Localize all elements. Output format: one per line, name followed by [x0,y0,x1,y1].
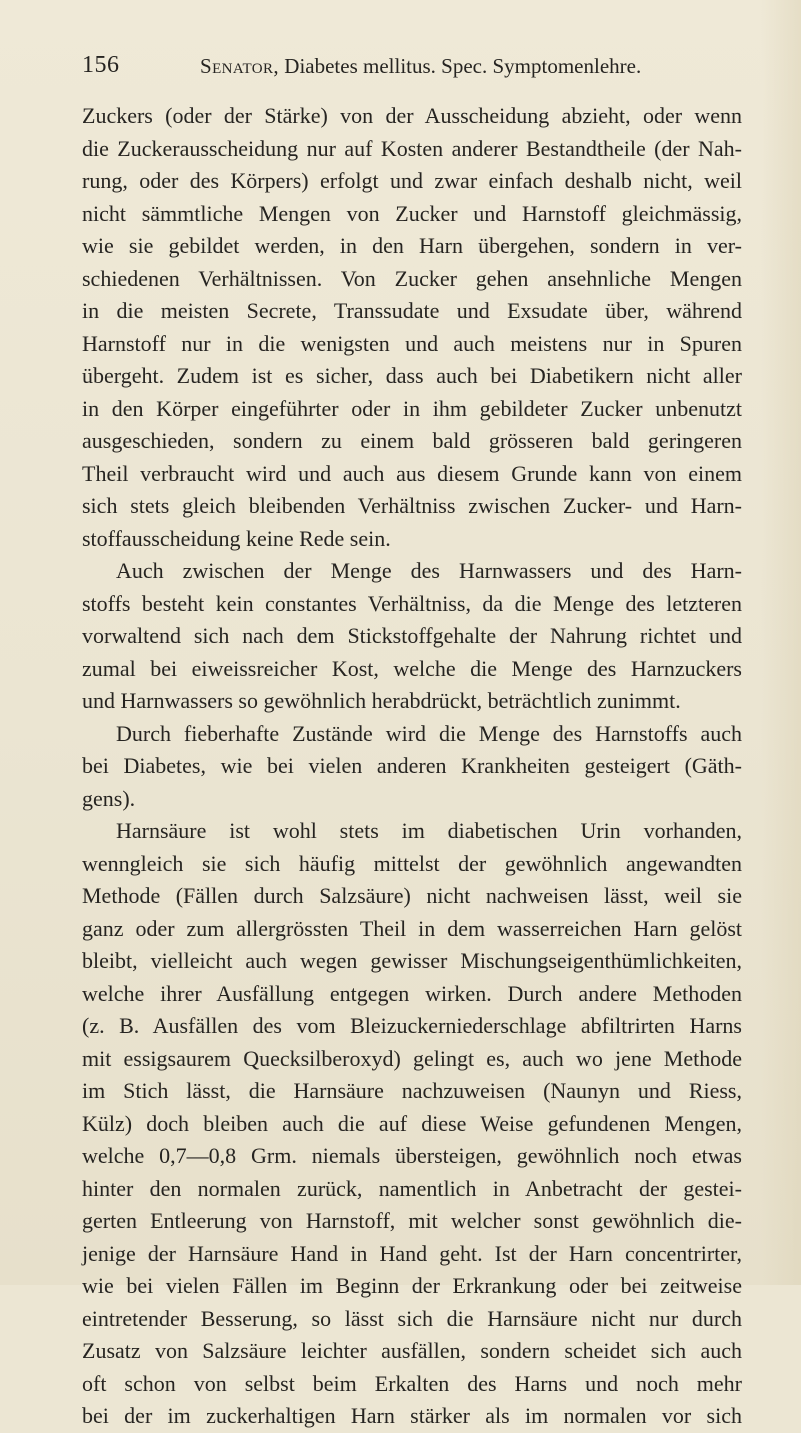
text-line: in den Körper eingeführter oder in ihm gebildeter Zucker unbenutzt [82,395,742,421]
text-line: zumal bei eiweissreicher Kost, welche die Menge des Harnzuckers [82,655,742,681]
running-head-title: Diabetes mellitus. Spec. Symptomenlehre. [284,54,642,78]
text-line: hinter den normalen zurück, namentlich in Anbetracht der gestei- [82,1175,742,1201]
text-line: welche 0,7—0,8 Grm. niemals übersteigen, gewöhnlich noch etwas [82,1143,742,1168]
text-line: ganz oder zum allergrössten Theil in dem wasserreichen Harn gelöst [82,915,742,941]
text-line: Zuckers (oder der Stärke) von der Ausscheidung abzieht, oder wenn [82,103,742,128]
text-line: Theil verbraucht wird und auch aus diesem Grunde kann von einem [82,460,742,486]
page-number: 156 [82,52,120,78]
text-line: gerten Entleerung von Harnstoff, mit welcher sonst gewöhnlich die- [82,1208,742,1233]
text-line: stoffs besteht kein constantes Verhältniss, da die Menge des letzteren [82,590,742,616]
text-line: Zusatz von Salzsäure leichter ausfällen, sondern scheidet sich auch [82,1338,742,1363]
running-head-author: Senator, [200,54,280,78]
text-line: mit essigsaurem Quecksilberoxyd) gelingt es, auch wo jene Methode [82,1045,742,1071]
text-line: oft schon von selbst beim Erkalten des Harns und noch mehr [82,1370,742,1396]
text-line: im Stich lässt, die Harnsäure nachzuweisen (Naunyn und Riess, [82,1078,742,1103]
text-line: in die meisten Secrete, Transsudate und Exsudate über, während [82,298,742,323]
text-line: und Harnwassers so gewöhnlich herabdrückt, beträchtlich zunimmt. [82,688,681,713]
text-line: Harnstoff nur in die wenigsten und auch meistens nur in Spuren [82,330,742,356]
text-line: eintretender Besserung, so lässt sich die Harnsäure nicht nur durch [82,1305,742,1331]
text-line: wie bei vielen Fällen im Beginn der Erkrankung oder bei zeitweise [82,1273,742,1298]
text-line: sich stets gleich bleibenden Verhältniss zwischen Zucker- und Harn- [82,493,742,518]
running-header [82,52,742,86]
text-line: übergeht. Zudem ist es sicher, dass auch bei Diabetikern nicht aller [82,363,742,388]
text-line: Methode (Fällen durch Salzsäure) nicht nachweisen lässt, weil sie [82,883,742,908]
body-text [82,100,742,1433]
text-line: die Zuckerausscheidung nur auf Kosten anderer Bestandtheile (der Nah- [82,135,742,161]
text-line: Durch fieberhafte Zustände wird die Menge des Harnstoffs auch [116,720,742,746]
text-line: (z. B. Ausfällen des vom Bleizuckerniederschlage abfiltrirten Harns [82,1013,742,1038]
text-line: gens). [82,785,136,811]
text-line: rung, oder des Körpers) erfolgt und zwar einfach deshalb nicht, weil [82,168,742,193]
text-line: wie sie gebildet werden, in den Harn übergehen, sondern in ver- [82,233,742,258]
text-line: bei der im zuckerhaltigen Harn stärker als im normalen vor sich [82,1403,742,1428]
text-line: wenngleich sie sich häufig mittelst der gewöhnlich angewandten [82,850,742,876]
text-line: stoffausscheidung keine Rede sein. [82,525,391,551]
text-line: Harnsäure ist wohl stets im diabetischen Urin vorhanden, [116,818,742,843]
text-line: bei Diabetes, wie bei vielen anderen Krankheiten gesteigert (Gäth- [82,753,742,778]
text-line: nicht sämmtliche Mengen von Zucker und Harnstoff gleichmässig, [82,200,742,226]
text-line: schiedenen Verhältnissen. Von Zucker gehen ansehnliche Mengen [82,265,742,291]
text-line: Auch zwischen der Menge des Harnwassers und des Harn- [116,558,742,583]
text-line: ausgeschieden, sondern zu einem bald grösseren bald geringeren [82,428,742,453]
text-line: vorwaltend sich nach dem Stickstoffgehalte der Nahrung richtet und [82,623,742,648]
text-line: jenige der Harnsäure Hand in Hand geht. Ist der Harn concentrirter, [82,1240,742,1266]
text-line: welche ihrer Ausfällung entgegen wirken. Durch andere Methoden [82,980,742,1006]
text-line: Külz) doch bleiben auch die auf diese Weise gefundenen Mengen, [82,1110,742,1136]
running-head [200,54,641,79]
text-line: bleibt, vielleicht auch wegen gewisser Mischungseigenthümlichkeiten, [82,948,742,973]
